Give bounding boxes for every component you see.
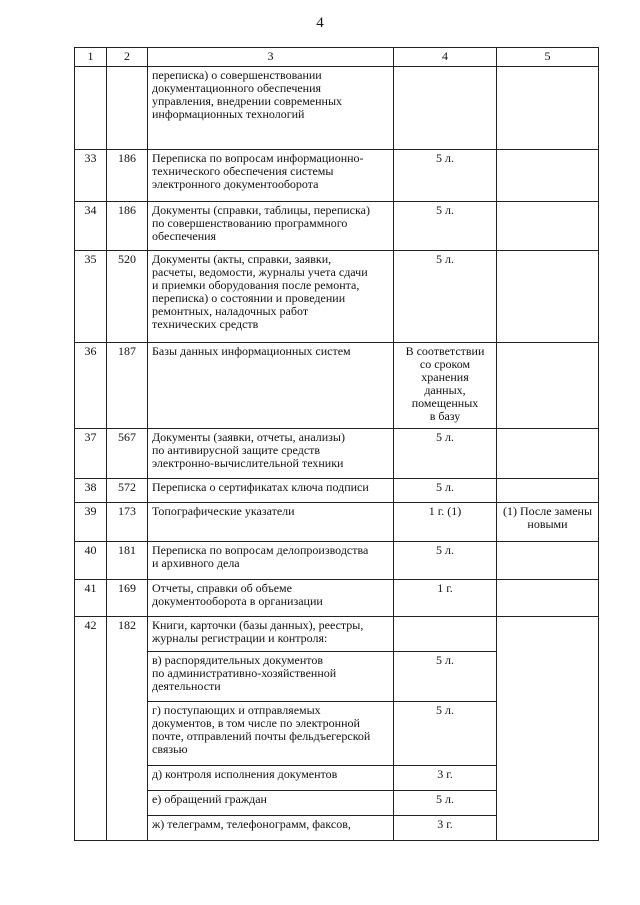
- document-title: Переписка по вопросам делопроизводства и архивного дела: [152, 543, 369, 570]
- note: (1) После замены новыми: [502, 504, 593, 531]
- table-row: [75, 503, 599, 542]
- table-row: [75, 150, 599, 202]
- retention-term: 5 л.: [436, 430, 454, 444]
- subitem-title: ж) телеграмм, телефонограмм, факсов,: [152, 817, 351, 831]
- article-code: 186: [107, 202, 148, 251]
- retention-term: 5 л.: [436, 703, 454, 717]
- article-code: 572: [107, 479, 148, 503]
- article-code: 520: [107, 251, 148, 343]
- row-number: 33: [75, 150, 107, 202]
- header-cell: 4: [394, 48, 497, 67]
- retention-term: 5 л.: [436, 151, 454, 165]
- subitem-title: е) обращений граждан: [152, 792, 267, 806]
- retention-term: 3 г.: [437, 767, 453, 781]
- table-header-row: [75, 48, 599, 67]
- nomenclature-table: [74, 47, 599, 841]
- retention-term: 3 г.: [437, 817, 453, 831]
- header-cell: 3: [148, 48, 394, 67]
- document-title: Документы (заявки, отчеты, анализы) по антивирусной защите средств электронно-вычислительной техники: [152, 430, 345, 470]
- document-title: переписка) о совершенствовании документационного обеспечения управления, внедрении современных информационных технологий: [152, 68, 343, 121]
- row-number: 37: [75, 429, 107, 479]
- document-title: Документы (справки, таблицы, переписка) по совершенствованию программного обеспечения: [152, 203, 370, 243]
- document-title: Переписка по вопросам информационно- технического обеспечения системы электронного документооборота: [152, 151, 364, 191]
- table-row: [75, 542, 599, 580]
- article-code: 186: [107, 150, 148, 202]
- table-row: [75, 617, 599, 652]
- document-title: Базы данных информационных систем: [152, 344, 351, 358]
- retention-term: 5 л.: [436, 480, 454, 494]
- article-code: [107, 67, 148, 150]
- document-title: Документы (акты, справки, заявки, расчеты, ведомости, журналы учета сдачи и приемки оборудования после ремонта, переписка) о состоянии и проведении ремонтных, наладочных работ технических средств: [152, 252, 368, 331]
- row-number: 41: [75, 580, 107, 617]
- table-row: [75, 429, 599, 479]
- retention-term: 1 г.: [437, 581, 453, 595]
- subitem-title: в) распорядительных документов по административно-хозяйственной деятельности: [152, 653, 337, 693]
- row-number: 39: [75, 503, 107, 542]
- row-number: 34: [75, 202, 107, 251]
- article-code: 187: [107, 343, 148, 429]
- retention-term: [394, 617, 497, 652]
- table-row: [75, 343, 599, 429]
- note: [497, 617, 599, 841]
- table-row: [75, 67, 599, 150]
- row-number: 42: [75, 617, 107, 841]
- article-code: 173: [107, 503, 148, 542]
- article-code: 181: [107, 542, 148, 580]
- document-title: Переписка о сертификатах ключа подписи: [152, 480, 369, 494]
- table-row: [75, 580, 599, 617]
- article-code: 182: [107, 617, 148, 841]
- header-cell: 5: [497, 48, 599, 67]
- retention-term: 1 г. (1): [428, 504, 462, 518]
- table-row: [75, 251, 599, 343]
- retention-term: 5 л.: [436, 792, 454, 806]
- subitem-title: д) контроля исполнения документов: [152, 767, 338, 781]
- retention-term: 5 л.: [436, 203, 454, 217]
- document-title: Отчеты, справки об объеме документооборота в организации: [152, 581, 323, 608]
- retention-term: 5 л.: [436, 252, 454, 266]
- row-number: 38: [75, 479, 107, 503]
- row-number: 35: [75, 251, 107, 343]
- row-number: 40: [75, 542, 107, 580]
- header-cell: 2: [107, 48, 148, 67]
- document-title: Топографические указатели: [152, 504, 295, 518]
- article-code: 169: [107, 580, 148, 617]
- document-title: Книги, карточки (базы данных), реестры, журналы регистрации и контроля:: [152, 618, 364, 645]
- page-number: 4: [316, 15, 324, 31]
- row-number: [75, 67, 107, 150]
- article-code: 567: [107, 429, 148, 479]
- header-cell: 1: [75, 48, 107, 67]
- retention-term: 5 л.: [436, 653, 454, 667]
- table-row: [75, 479, 599, 503]
- retention-term: 5 л.: [436, 543, 454, 557]
- subitem-title: г) поступающих и отправляемых документов, в том числе по электронной почте, отправлений почты фельдъегерской связью: [152, 703, 371, 756]
- retention-term: В соответствии со сроком хранения данных, помещенных в базу: [405, 344, 485, 423]
- row-number: 36: [75, 343, 107, 429]
- table-row: [75, 202, 599, 251]
